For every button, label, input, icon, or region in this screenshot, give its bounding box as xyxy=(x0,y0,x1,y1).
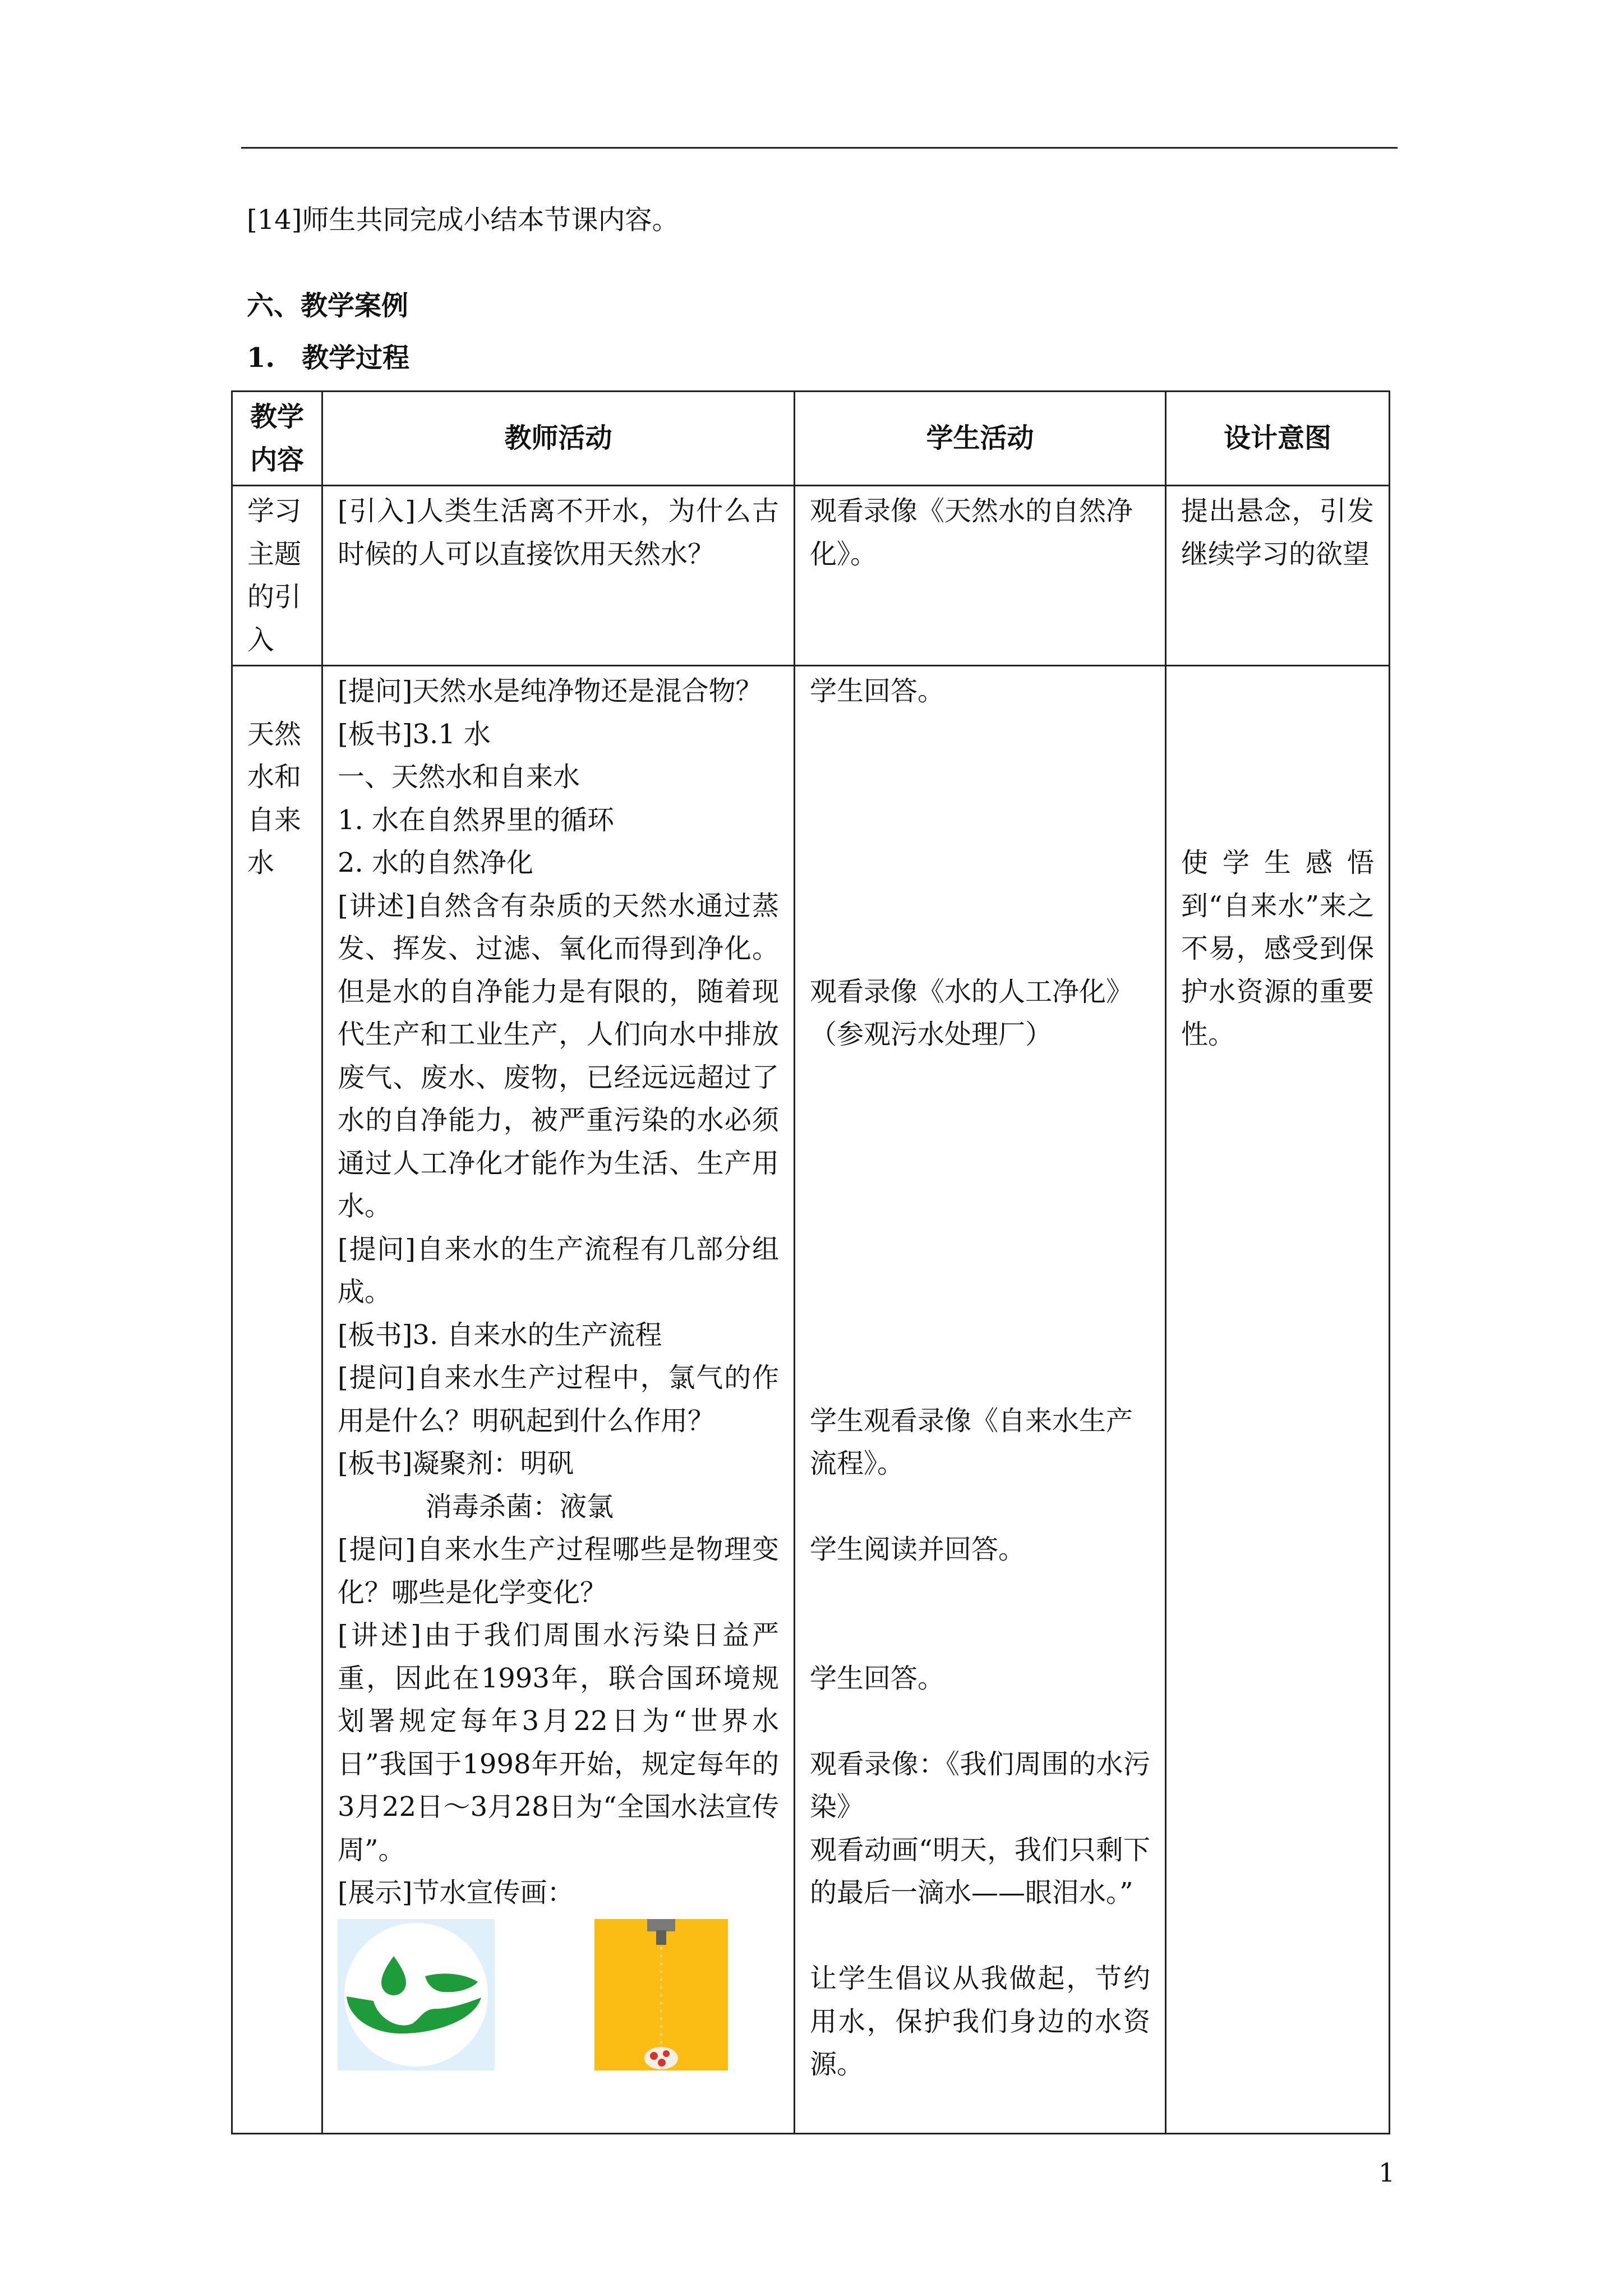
table-header-row xyxy=(232,392,1390,486)
teacher-q1: [提问]天然水是纯净物还是混合物？ xyxy=(338,675,763,707)
row1-design: 提出悬念，引发继续学习的欲望 xyxy=(1166,486,1390,666)
row2-teacher xyxy=(322,666,795,2134)
table-row xyxy=(232,666,1390,2134)
teacher-q2: [提问]自来水的生产流程有几部分组成。 xyxy=(338,1233,779,1308)
intro-line: [14]师生共同完成小结本节课内容。 xyxy=(247,204,679,236)
row2-student xyxy=(795,666,1166,2134)
faucet-poster-image xyxy=(594,1919,728,2070)
teacher-display: [展示]节水宣传画： xyxy=(338,1877,574,1908)
subsection-heading: 1. 教学过程 xyxy=(247,342,410,374)
design-text: 使学生感悟到“自来水”来之不易，感受到保护水资源的重要性。 xyxy=(1181,847,1374,1050)
row2-content-label: 天然水和自来水 xyxy=(247,718,302,878)
student-s8: 让学生倡议从我做起，节约用水，保护我们身边的水资源。 xyxy=(810,1963,1150,2080)
header-teacher: 教师活动 xyxy=(322,392,795,486)
teacher-b3: 1. 水在自然界里的循环 xyxy=(338,804,615,836)
teacher-b7: 消毒杀菌：液氯 xyxy=(425,1490,614,1522)
water-saving-logo-image xyxy=(338,1919,495,2070)
row1-teacher: [引入]人类生活离不开水，为什么古时候的人可以直接饮用天然水？ xyxy=(322,486,795,666)
teaching-process-table xyxy=(231,390,1390,2134)
student-s1: 学生回答。 xyxy=(810,675,945,707)
teacher-b1: [板书]3.1 水 xyxy=(338,718,491,750)
header-student: 学生活动 xyxy=(795,392,1166,486)
student-s5: 学生回答。 xyxy=(810,1662,945,1694)
header-design: 设计意图 xyxy=(1166,392,1390,486)
header-content: 教学内容 xyxy=(232,392,322,486)
page-number: 1 xyxy=(1378,2157,1395,2188)
student-s7: 观看动画“明天，我们只剩下的最后一滴水——眼泪水。” xyxy=(810,1834,1150,1908)
teacher-b6: [板书]凝聚剂：明矾 xyxy=(338,1448,574,1479)
teacher-q4: [提问]自来水生产过程哪些是物理变化？哪些是化学变化？ xyxy=(338,1534,779,1608)
row1-content: 学习主题的引入 xyxy=(232,486,322,666)
water-drop-logo-icon xyxy=(338,1919,495,2070)
teacher-b2: 一、天然水和自来水 xyxy=(338,761,580,793)
table-row xyxy=(232,486,1390,666)
header-rule xyxy=(241,147,1398,149)
teacher-b5: [板书]3. 自来水的生产流程 xyxy=(338,1319,662,1351)
student-s2: 观看录像《水的人工净化》（参观污水处理厂） xyxy=(810,976,1133,1050)
student-s6: 观看录像：《我们周围的水污染》 xyxy=(810,1748,1150,1823)
row2-design xyxy=(1166,666,1390,2134)
teacher-lecture1: [讲述]自然含有杂质的天然水通过蒸发、挥发、过滤、氧化而得到净化。但是水的自净能力是有限的，随着现代生产和工业生产，人们向水中排放废气、废水、废物，已经远远超过了水的自净能力，被严重污染的水必须通过人工净化才能作为生活、生产用水。 xyxy=(338,890,779,1222)
poster-images xyxy=(338,1919,779,2082)
teacher-b4: 2. 水的自然净化 xyxy=(338,847,534,878)
faucet-drop-icon xyxy=(594,1919,728,2070)
row1-student: 观看录像《天然水的自然净化》。 xyxy=(795,486,1166,666)
student-s4: 学生阅读并回答。 xyxy=(810,1534,1026,1565)
student-s3: 学生观看录像《自来水生产流程》。 xyxy=(810,1405,1133,1479)
teacher-q3: [提问]自来水生产过程中，氯气的作用是什么？明矾起到什么作用？ xyxy=(338,1362,779,1437)
row2-content xyxy=(232,666,322,2134)
section-heading: 六、教学案例 xyxy=(247,290,409,321)
teacher-lecture2: [讲述]由于我们周围水污染日益严重，因此在1993年，联合国环境规划署规定每年3月22日为“世界水日”我国于1998年开始，规定每年的3月22日～3月28日为“全国水法宣传周”。 xyxy=(338,1619,779,1866)
